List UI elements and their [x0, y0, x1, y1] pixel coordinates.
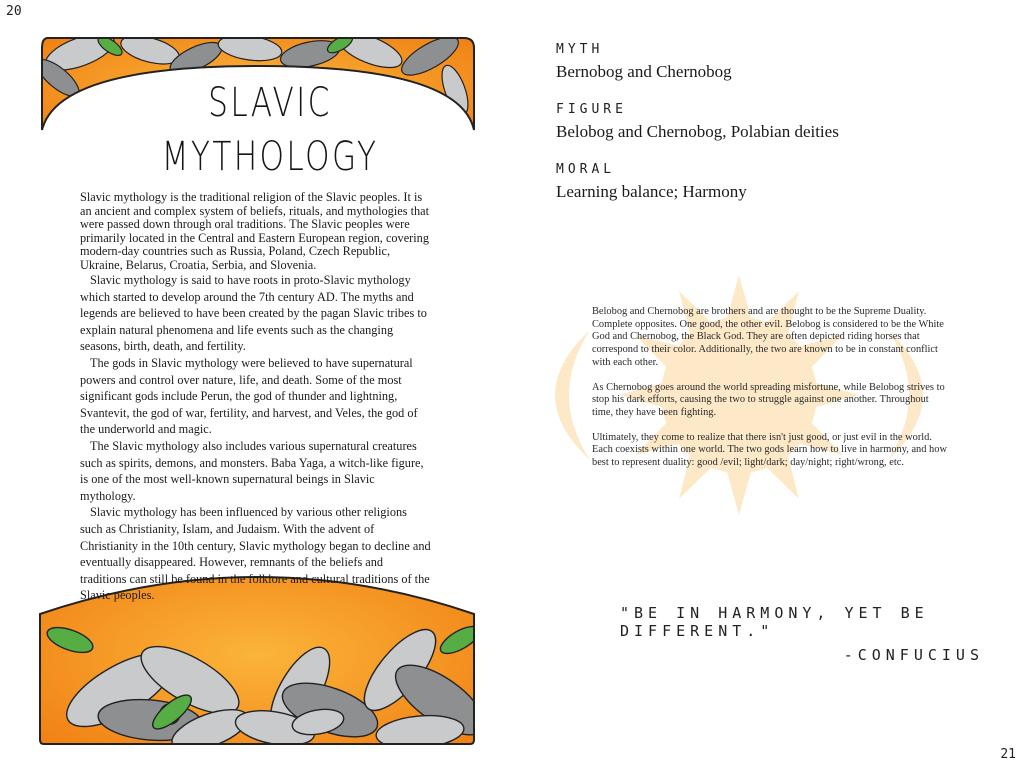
- page-title-line2: MYTHOLOGY: [161, 134, 379, 180]
- story-text: [592, 306, 952, 482]
- myth-label: MYTH: [556, 42, 604, 57]
- intro-paragraph: Slavic mythology is said to have roots in proto-Slavic mythology which started to develop around the 7th century AD. The myths and legends are believed to have been created by the pagan Slavic tribes to explain natural phenomena and life events such as the changing seasons, birth, death, and fertility.: [80, 273, 427, 354]
- page-number-right: 21: [1000, 747, 1016, 762]
- quote-text: "BE IN HARMONY, YET BE DIFFERENT.": [620, 604, 929, 640]
- page-number-left: 20: [6, 4, 22, 19]
- figure-value: Belobog and Chernobog, Polabian deities: [556, 122, 839, 141]
- intro-paragraph: Slavic mythology is the traditional religion of the Slavic peoples. It is an ancient and complex system of beliefs, rituals, and mythologies that were passed down through oral traditions. The Slavic peoples were primarily located in the Central and Eastern European region, covering modern-day countries such as Russia, Poland, Czech Republic, Ukraine, Belarus, Croatia, Serbia, and Slovenia.: [80, 190, 430, 272]
- story-paragraph: As Chernobog goes around the world spreading misfortune, while Belobog strives to stop his dark efforts, causing the two to struggle against one another. Throughout time, they have been fighting.: [592, 381, 945, 418]
- crescent-moon-left: [555, 330, 590, 460]
- intro-text: [80, 191, 432, 604]
- story-paragraph: Ultimately, they come to realize that there isn't just good, or just evil in the world. Each coexists within one world. The two gods learn how to live in harmony, and how best to represent duality: good /evil; light/dark; day/night; right/wrong, etc.: [592, 431, 947, 469]
- intro-paragraph: Slavic mythology has been influenced by various other religions such as Christianity, Islam, and Judaism. With the advent of Christianity in the 10th century, Slavic mythology began to decline and eventually disappeared. However, remnants of the beliefs and traditions can still be found in the folklore and cultural traditions of the Slavic peoples.: [80, 505, 431, 603]
- quote-attribution: -CONFUCIUS: [843, 646, 984, 664]
- story-paragraph: Belobog and Chernobog are brothers and are thought to be the Supreme Duality. Complete opposites. One good, the other evil. Belobog is considered to be the White God and Chernobog, the Black God. They are often depicted riding horses that correspond to their color. Additionally, the two are known to be in constant conflict with each other.: [592, 306, 944, 368]
- figure-label: FIGURE: [556, 102, 627, 117]
- page-title-line1: SLAVIC: [208, 80, 332, 126]
- moral-value: Learning balance; Harmony: [556, 182, 747, 201]
- intro-paragraph: The Slavic mythology also includes various supernatural creatures such as spirits, demons, and monsters. Baba Yaga, a witch-like figure, is one of the most well-known supernatural beings in Slavic mythology.: [80, 438, 424, 503]
- intro-paragraph: The gods in Slavic mythology were believed to have supernatural powers and control over nature, life, and death. Some of the most significant gods include Perun, the god of thunder and lightning, Svantevit, the god of war, fertility, and harvest, and Veles, the god of the underworld and magic.: [80, 355, 418, 437]
- moral-label: MORAL: [556, 162, 616, 177]
- myth-value: Bernobog and Chernobog: [556, 62, 732, 81]
